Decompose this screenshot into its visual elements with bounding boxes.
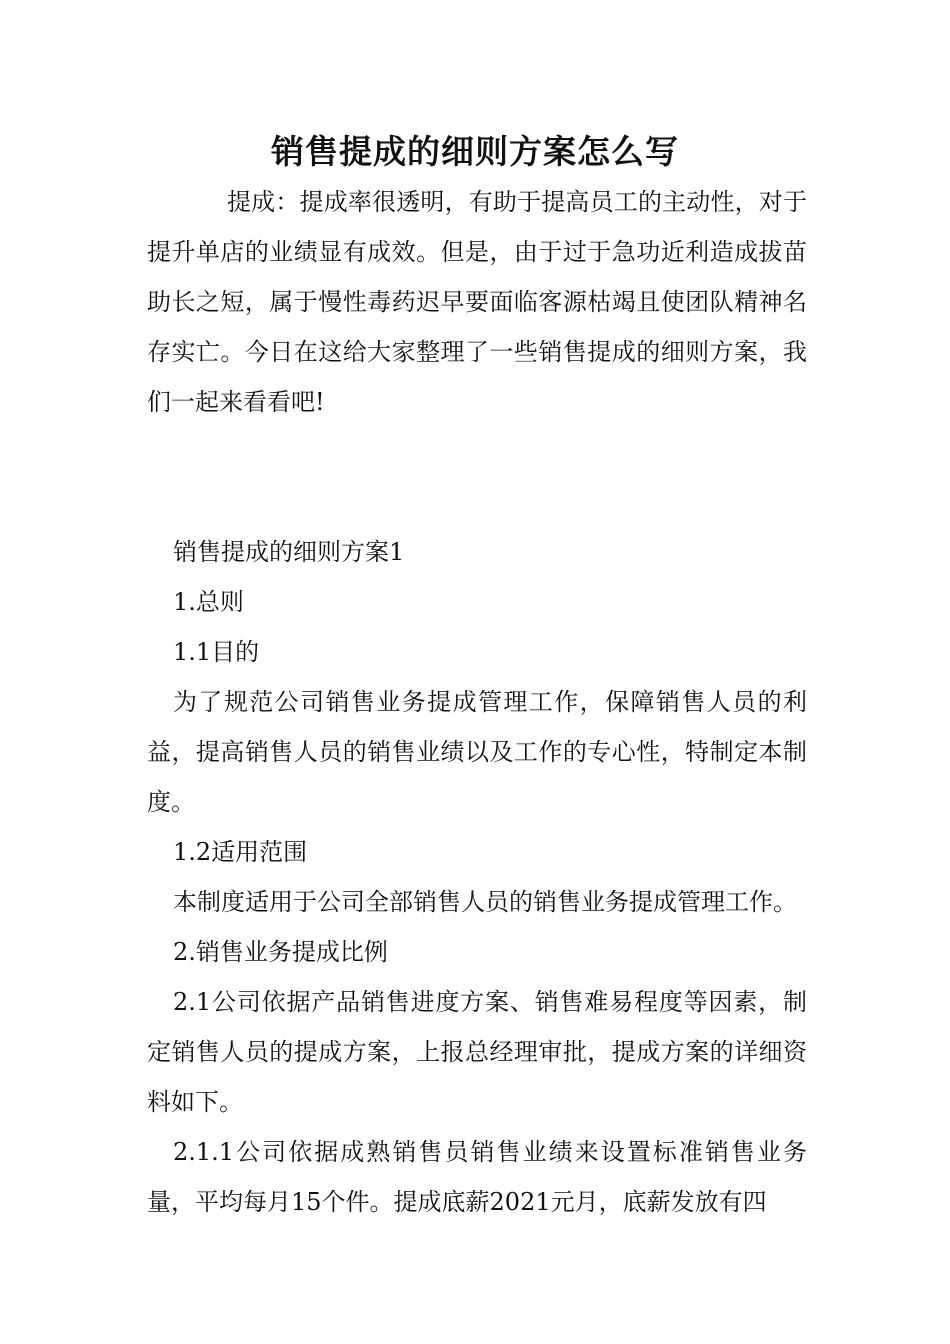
commission-plan-paragraph: 2.1公司依据产品销售进度方案、销售难易程度等因素，制定销售人员的提成方案，上报总经理审批，提成方案的详细资料如下。	[147, 988, 807, 1116]
scope-paragraph: 本制度适用于公司全部销售人员的销售业务提成管理工作。	[173, 888, 797, 916]
heading-purpose: 1.1目的	[173, 638, 260, 666]
blank-spacer	[147, 427, 807, 527]
heading-scope: 1.2适用范围	[173, 838, 308, 866]
heading-commission-ratio: 2.销售业务提成比例	[173, 938, 388, 966]
intro-paragraph: 提成：提成率很透明，有助于提高员工的主动性，对于提升单店的业绩显有成效。但是，由于过于急功近利造成拔苗助长之短，属于慢性毒药迟早要面临客源枯竭且使团队精神名存实亡。今日在这给大家整理了一些销售提成的细则方案，我们一起来看看吧!	[147, 188, 807, 416]
standard-volume-paragraph: 2.1.1公司依据成熟销售员销售业绩来设置标准销售业务量，平均每月15个件。提成底薪2021元月，底薪发放有四	[147, 1138, 807, 1216]
document-title: 销售提成的细则方案怎么写	[271, 132, 679, 171]
purpose-paragraph: 为了规范公司销售业务提成管理工作，保障销售人员的利益，提高销售人员的销售业绩以及工作的专心性，特制定本制度。	[147, 688, 807, 816]
section-title: 销售提成的细则方案1	[173, 538, 405, 566]
document-body	[147, 177, 807, 1227]
heading-general: 1.总则	[173, 588, 244, 616]
